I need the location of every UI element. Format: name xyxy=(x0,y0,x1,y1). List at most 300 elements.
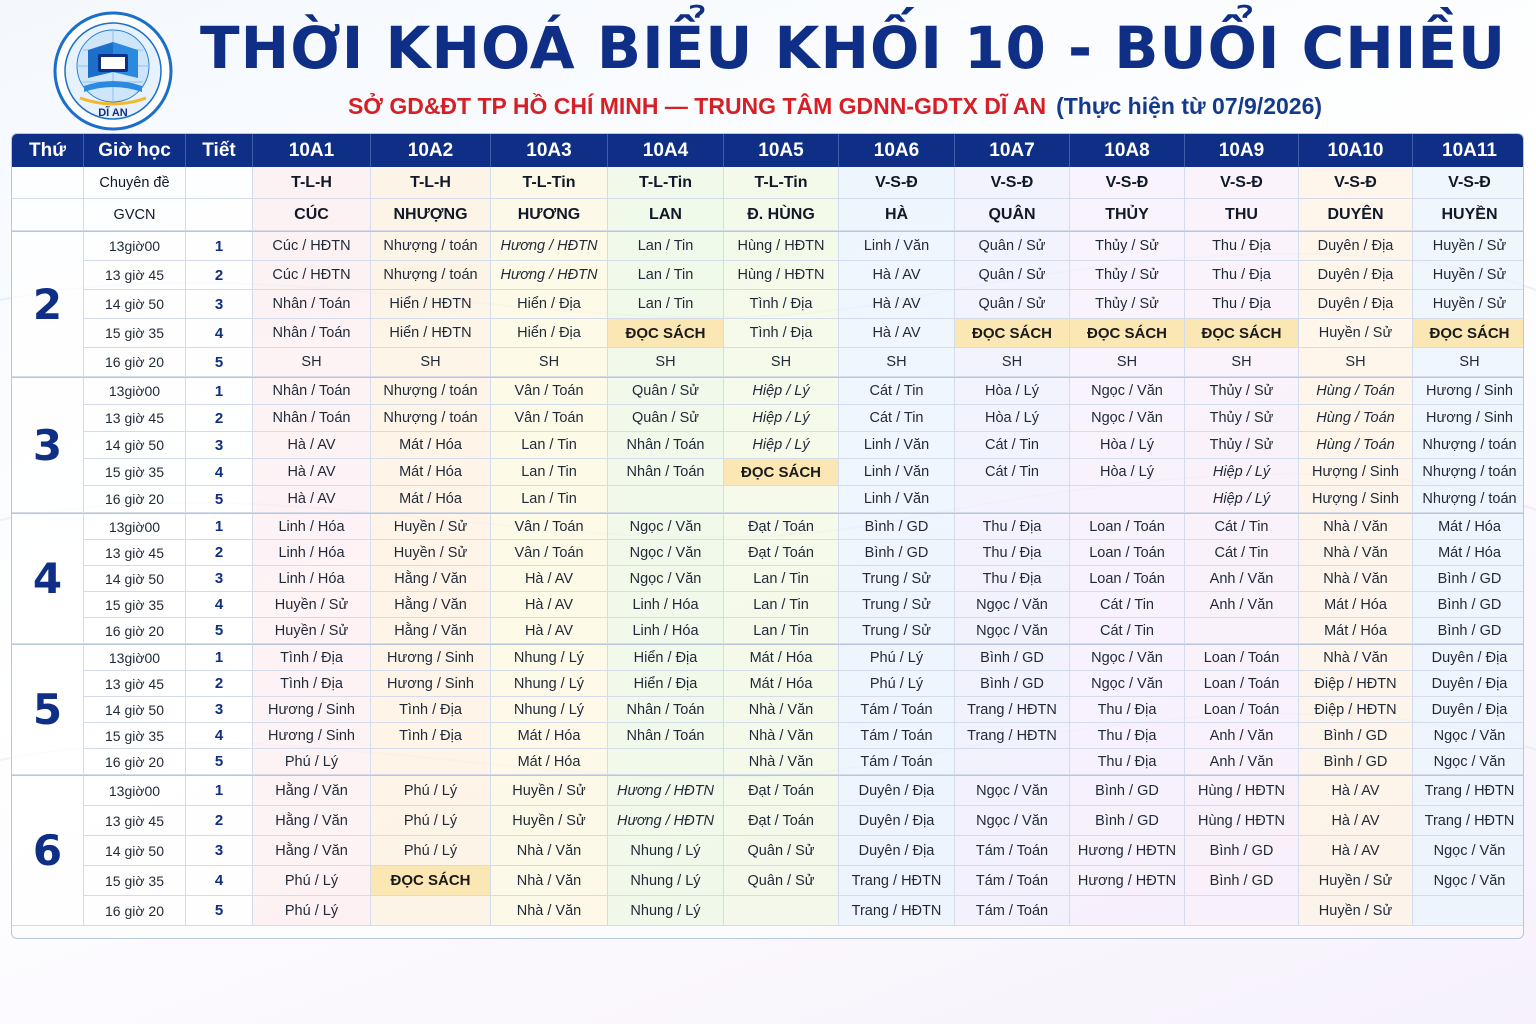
lesson-cell xyxy=(608,749,724,775)
lesson-cell: Duyên / Địa xyxy=(1299,232,1413,261)
lesson-cell: Loan / Toán xyxy=(1185,645,1299,671)
lesson-cell: Nhân / Toán xyxy=(253,405,371,432)
lesson-cell: Hùng / HĐTN xyxy=(1185,806,1299,836)
lesson-cell xyxy=(724,486,839,513)
lesson-cell: Duyên / Địa xyxy=(1413,671,1524,697)
lesson-cell: Thu / Địa xyxy=(955,514,1070,540)
lesson-cell: Lan / Tin xyxy=(724,592,839,618)
lesson-cell: Thủy / Sử xyxy=(1185,405,1299,432)
column-header: 10A3 xyxy=(491,134,608,167)
period-time: 14 giờ 50 xyxy=(84,432,186,459)
lesson-cell: Nhân / Toán xyxy=(608,697,724,723)
lesson-cell: Mát / Hóa xyxy=(371,432,491,459)
lesson-cell: Ngọc / Văn xyxy=(1070,405,1185,432)
lesson-cell: Mát / Hóa xyxy=(724,671,839,697)
day-label: 5 xyxy=(12,645,84,775)
lesson-cell: Hà / AV xyxy=(253,486,371,513)
lesson-cell: Bình / GD xyxy=(955,671,1070,697)
lesson-cell: Bình / GD xyxy=(839,540,955,566)
lesson-cell: Hà / AV xyxy=(491,566,608,592)
period-number: 1 xyxy=(186,645,253,671)
lesson-cell: Linh / Văn xyxy=(839,432,955,459)
lesson-cell: Đạt / Toán xyxy=(724,540,839,566)
lesson-cell: Loan / Toán xyxy=(1070,540,1185,566)
lesson-cell: Thu / Địa xyxy=(1185,232,1299,261)
lesson-cell: Nhà / Văn xyxy=(491,836,608,866)
column-header: 10A11 xyxy=(1413,134,1524,167)
lesson-cell: Phú / Lý xyxy=(371,776,491,806)
lesson-cell: Mát / Hóa xyxy=(491,723,608,749)
lesson-cell: Bình / GD xyxy=(1413,566,1524,592)
lesson-cell: Thủy / Sử xyxy=(1070,232,1185,261)
lesson-cell: Nhà / Văn xyxy=(724,749,839,775)
lesson-cell: SH xyxy=(724,348,839,377)
lesson-cell: Ngọc / Văn xyxy=(955,592,1070,618)
lesson-cell: Đạt / Toán xyxy=(724,514,839,540)
lesson-cell: Nhân / Toán xyxy=(608,723,724,749)
reading-period-cell: ĐỌC SÁCH xyxy=(1413,319,1524,348)
lesson-cell: Hiển / Địa xyxy=(491,319,608,348)
lesson-cell: Phú / Lý xyxy=(371,836,491,866)
lesson-cell: Cát / Tin xyxy=(1070,592,1185,618)
lesson-cell: Huyền / Sử xyxy=(1299,866,1413,896)
lesson-cell: Duyên / Địa xyxy=(1413,697,1524,723)
lesson-cell: Trang / HĐTN xyxy=(1413,806,1524,836)
specialization-cell: V-S-Đ xyxy=(1413,167,1524,199)
lesson-cell: Hằng / Văn xyxy=(253,806,371,836)
lesson-cell: Cát / Tin xyxy=(1185,514,1299,540)
lesson-cell: Ngọc / Văn xyxy=(955,806,1070,836)
specialization-cell: T-L-H xyxy=(371,167,491,199)
lesson-cell: Linh / Hóa xyxy=(253,540,371,566)
lesson-cell: Bình / GD xyxy=(1185,866,1299,896)
homeroom-teacher-cell: QUÂN xyxy=(955,199,1070,231)
column-header: 10A1 xyxy=(253,134,371,167)
lesson-cell: Cát / Tin xyxy=(955,432,1070,459)
lesson-cell: Mát / Hóa xyxy=(1299,592,1413,618)
lesson-cell: Hùng / HĐTN xyxy=(724,232,839,261)
lesson-cell: Thủy / Sử xyxy=(1070,290,1185,319)
specialization-cell: T-L-H xyxy=(253,167,371,199)
lesson-cell xyxy=(1070,896,1185,926)
period-number: 4 xyxy=(186,459,253,486)
effective-date: (Thực hiện từ 07/9/2026) xyxy=(1056,93,1323,119)
period-time: 16 giờ 20 xyxy=(84,348,186,377)
lesson-cell: Hiệp / Lý xyxy=(724,432,839,459)
lesson-cell: Quân / Sử xyxy=(955,261,1070,290)
lesson-cell: SH xyxy=(955,348,1070,377)
lesson-cell: Hòa / Lý xyxy=(955,405,1070,432)
period-time: 13giờ00 xyxy=(84,645,186,671)
lesson-cell: Lan / Tin xyxy=(491,432,608,459)
lesson-cell xyxy=(955,749,1070,775)
lesson-cell xyxy=(1413,896,1524,926)
day-label: 4 xyxy=(12,514,84,644)
period-number: 3 xyxy=(186,432,253,459)
organization-name: SỞ GD&ĐT TP HỒ CHÍ MINH — TRUNG TÂM GDNN-GDTX DĨ AN xyxy=(347,93,1047,119)
lesson-cell xyxy=(371,749,491,775)
lesson-cell: Trung / Sử xyxy=(839,592,955,618)
period-time: 16 giờ 20 xyxy=(84,896,186,926)
lesson-cell: Nhân / Toán xyxy=(608,459,724,486)
lesson-cell: Phú / Lý xyxy=(371,806,491,836)
lesson-cell: Bình / GD xyxy=(1413,592,1524,618)
lesson-cell: Thu / Địa xyxy=(1070,697,1185,723)
lesson-cell xyxy=(955,486,1070,513)
period-number: 4 xyxy=(186,319,253,348)
day-block xyxy=(12,644,1523,775)
lesson-cell: Hòa / Lý xyxy=(1070,459,1185,486)
lesson-cell: Bình / GD xyxy=(955,645,1070,671)
period-number: 2 xyxy=(186,671,253,697)
lesson-cell: Linh / Hóa xyxy=(608,618,724,644)
lesson-cell: Hương / HĐTN xyxy=(608,806,724,836)
lesson-cell: Hương / Sinh xyxy=(1413,405,1524,432)
period-number: 3 xyxy=(186,697,253,723)
lesson-cell: Nhượng / toán xyxy=(371,405,491,432)
lesson-cell: Hiển / Địa xyxy=(491,290,608,319)
period-number: 5 xyxy=(186,618,253,644)
lesson-cell: Cát / Tin xyxy=(1070,618,1185,644)
lesson-cell: Nhung / Lý xyxy=(608,896,724,926)
lesson-cell: Cúc / HĐTN xyxy=(253,261,371,290)
lesson-cell: Ngọc / Văn xyxy=(1413,836,1524,866)
lesson-cell: Thủy / Sử xyxy=(1185,432,1299,459)
lesson-cell: Huyền / Sử xyxy=(1299,896,1413,926)
lesson-cell: Loan / Toán xyxy=(1070,514,1185,540)
lesson-cell: Quân / Sử xyxy=(955,232,1070,261)
lesson-cell: Tám / Toán xyxy=(955,896,1070,926)
day-block xyxy=(12,231,1523,377)
lesson-cell: Huyền / Sử xyxy=(253,592,371,618)
lesson-cell: Nhung / Lý xyxy=(608,866,724,896)
homeroom-teacher-cell: LAN xyxy=(608,199,724,231)
lesson-cell: Cúc / HĐTN xyxy=(253,232,371,261)
period-number: 5 xyxy=(186,896,253,926)
lesson-cell: Hằng / Văn xyxy=(253,836,371,866)
lesson-cell: Hòa / Lý xyxy=(955,378,1070,405)
lesson-cell: Tám / Toán xyxy=(839,723,955,749)
lesson-cell: Phú / Lý xyxy=(839,671,955,697)
lesson-cell: Nhân / Toán xyxy=(253,319,371,348)
period-time: 13giờ00 xyxy=(84,776,186,806)
period-number: 5 xyxy=(186,749,253,775)
lesson-cell: Ngọc / Văn xyxy=(1413,866,1524,896)
homeroom-teacher-row xyxy=(12,199,1523,231)
lesson-cell: Tám / Toán xyxy=(839,749,955,775)
lesson-cell: Hiển / Địa xyxy=(608,645,724,671)
lesson-cell: Hà / AV xyxy=(839,290,955,319)
lesson-cell: Tình / Địa xyxy=(253,671,371,697)
reading-period-cell: ĐỌC SÁCH xyxy=(608,319,724,348)
lesson-cell: Bình / GD xyxy=(839,514,955,540)
lesson-cell: Linh / Văn xyxy=(839,486,955,513)
logo-wordmark: DĨ AN xyxy=(98,107,128,119)
specialization-cell: T-L-Tin xyxy=(724,167,839,199)
specialization-cell: T-L-Tin xyxy=(608,167,724,199)
lesson-cell: Tám / Toán xyxy=(955,836,1070,866)
lesson-cell: Hằng / Văn xyxy=(371,592,491,618)
homeroom-teacher-cell: HÀ xyxy=(839,199,955,231)
lesson-cell: Tám / Toán xyxy=(955,866,1070,896)
day-blank-cell xyxy=(12,199,84,231)
lesson-cell: Bình / GD xyxy=(1070,806,1185,836)
period-number: 5 xyxy=(186,486,253,513)
lesson-cell: Nhung / Lý xyxy=(491,671,608,697)
period-number: 4 xyxy=(186,723,253,749)
lesson-cell: Nhung / Lý xyxy=(491,645,608,671)
lesson-cell: Tình / Địa xyxy=(253,645,371,671)
lesson-cell: Huyền / Sử xyxy=(1413,290,1524,319)
lesson-cell: Thu / Địa xyxy=(955,566,1070,592)
period-time: 13 giờ 45 xyxy=(84,806,186,836)
period-number: 4 xyxy=(186,866,253,896)
lesson-cell: Trung / Sử xyxy=(839,618,955,644)
lesson-cell: Mát / Hóa xyxy=(371,459,491,486)
lesson-cell: Hương / Sinh xyxy=(253,697,371,723)
period-number: 1 xyxy=(186,232,253,261)
lesson-cell: Ngọc / Văn xyxy=(608,566,724,592)
lesson-cell: Mát / Hóa xyxy=(491,749,608,775)
period-time: 15 giờ 35 xyxy=(84,459,186,486)
lesson-cell: Huyền / Sử xyxy=(371,540,491,566)
column-header: 10A10 xyxy=(1299,134,1413,167)
lesson-cell: Hà / AV xyxy=(253,459,371,486)
lesson-cell: Mát / Hóa xyxy=(724,645,839,671)
lesson-cell: Anh / Văn xyxy=(1185,723,1299,749)
lesson-cell: Ngọc / Văn xyxy=(1070,671,1185,697)
lesson-cell: Nhà / Văn xyxy=(1299,514,1413,540)
lesson-cell: Lan / Tin xyxy=(608,261,724,290)
lesson-cell: Nhà / Văn xyxy=(1299,645,1413,671)
period-time: 15 giờ 35 xyxy=(84,592,186,618)
lesson-cell: Quân / Sử xyxy=(724,866,839,896)
column-header: 10A7 xyxy=(955,134,1070,167)
lesson-cell: Đạt / Toán xyxy=(724,776,839,806)
lesson-cell: Tình / Địa xyxy=(371,697,491,723)
lesson-cell: Thu / Địa xyxy=(1070,749,1185,775)
period-time: 15 giờ 35 xyxy=(84,723,186,749)
period-time: 13giờ00 xyxy=(84,232,186,261)
lesson-cell: Tình / Địa xyxy=(371,723,491,749)
lesson-cell: Linh / Văn xyxy=(839,459,955,486)
period-time: 16 giờ 20 xyxy=(84,486,186,513)
lesson-cell: Phú / Lý xyxy=(253,749,371,775)
reading-period-cell: ĐỌC SÁCH xyxy=(1070,319,1185,348)
lesson-cell: Anh / Văn xyxy=(1185,592,1299,618)
lesson-cell: Hương / HĐTN xyxy=(608,776,724,806)
lesson-cell: Cát / Tin xyxy=(839,378,955,405)
lesson-cell xyxy=(1185,896,1299,926)
specialization-cell: V-S-Đ xyxy=(1299,167,1413,199)
lesson-cell xyxy=(1185,618,1299,644)
timetable xyxy=(11,133,1524,939)
page-subtitle xyxy=(200,88,1470,124)
period-number: 3 xyxy=(186,836,253,866)
period-time: 15 giờ 35 xyxy=(84,319,186,348)
lesson-cell xyxy=(724,896,839,926)
homeroom-teacher-cell: DUYÊN xyxy=(1299,199,1413,231)
lesson-cell xyxy=(608,486,724,513)
specialization-cell: T-L-Tin xyxy=(491,167,608,199)
period-time: 14 giờ 50 xyxy=(84,697,186,723)
lesson-cell: SH xyxy=(1413,348,1524,377)
day-label: 2 xyxy=(12,232,84,377)
timetable-body xyxy=(12,231,1523,926)
period-number: 3 xyxy=(186,290,253,319)
reading-period-cell: ĐỌC SÁCH xyxy=(1185,319,1299,348)
lesson-cell: Duyên / Địa xyxy=(839,776,955,806)
lesson-cell: Lan / Tin xyxy=(608,290,724,319)
period-time: 14 giờ 50 xyxy=(84,836,186,866)
specialization-cell: V-S-Đ xyxy=(1185,167,1299,199)
period-number: 3 xyxy=(186,566,253,592)
lesson-cell: Nhà / Văn xyxy=(1299,540,1413,566)
day-label: 3 xyxy=(12,378,84,513)
blank-cell xyxy=(186,167,253,199)
period-number: 5 xyxy=(186,348,253,377)
period-time: 15 giờ 35 xyxy=(84,866,186,896)
column-header: 10A5 xyxy=(724,134,839,167)
lesson-cell: Linh / Hóa xyxy=(608,592,724,618)
lesson-cell: Điệp / HĐTN xyxy=(1299,671,1413,697)
lesson-cell: Hiệp / Lý xyxy=(724,405,839,432)
period-number: 4 xyxy=(186,592,253,618)
specialization-cell: V-S-Đ xyxy=(955,167,1070,199)
lesson-cell: Hà / AV xyxy=(491,618,608,644)
lesson-cell: Thủy / Sử xyxy=(1070,261,1185,290)
lesson-cell: Quân / Sử xyxy=(608,378,724,405)
school-logo xyxy=(50,10,176,132)
period-time: 13 giờ 45 xyxy=(84,261,186,290)
lesson-cell: Đạt / Toán xyxy=(724,806,839,836)
lesson-cell: Hương / Sinh xyxy=(253,723,371,749)
lesson-cell: Loan / Toán xyxy=(1185,697,1299,723)
lesson-cell: Huyền / Sử xyxy=(491,806,608,836)
blank-cell xyxy=(186,199,253,231)
lesson-cell: Cát / Tin xyxy=(839,405,955,432)
lesson-cell: Lan / Tin xyxy=(724,618,839,644)
lesson-cell: Hòa / Lý xyxy=(1070,432,1185,459)
lesson-cell: Nhượng / toán xyxy=(1413,432,1524,459)
lesson-cell: Tình / Địa xyxy=(724,319,839,348)
column-header: 10A2 xyxy=(371,134,491,167)
lesson-cell: Hùng / HĐTN xyxy=(724,261,839,290)
lesson-cell: Nhung / Lý xyxy=(491,697,608,723)
lesson-cell: Ngọc / Văn xyxy=(955,776,1070,806)
day-block xyxy=(12,775,1523,926)
period-number: 2 xyxy=(186,261,253,290)
column-header: 10A6 xyxy=(839,134,955,167)
page-title: THỜI KHOÁ BIỂU KHỐI 10 - BUỔI CHIỀU xyxy=(200,14,1507,82)
lesson-cell: Huyền / Sử xyxy=(1413,261,1524,290)
column-header: 10A9 xyxy=(1185,134,1299,167)
row-label: GVCN xyxy=(84,199,186,231)
lesson-cell: Huyền / Sử xyxy=(491,776,608,806)
lesson-cell: Thu / Địa xyxy=(1070,723,1185,749)
lesson-cell: Tám / Toán xyxy=(839,697,955,723)
lesson-cell: Vân / Toán xyxy=(491,540,608,566)
lesson-cell: Nhân / Toán xyxy=(253,378,371,405)
lesson-cell: Hiển / HĐTN xyxy=(371,319,491,348)
lesson-cell: Nhượng / toán xyxy=(371,232,491,261)
lesson-cell: Nhượng / toán xyxy=(1413,459,1524,486)
period-time: 13giờ00 xyxy=(84,514,186,540)
specialization-cell: V-S-Đ xyxy=(839,167,955,199)
period-number: 2 xyxy=(186,405,253,432)
lesson-cell: Hiệp / Lý xyxy=(1185,486,1299,513)
lesson-cell: Nhà / Văn xyxy=(724,723,839,749)
lesson-cell: Bình / GD xyxy=(1299,749,1413,775)
lesson-cell: Thu / Địa xyxy=(955,540,1070,566)
lesson-cell: Hằng / Văn xyxy=(253,776,371,806)
lesson-cell: Hùng / HĐTN xyxy=(1185,776,1299,806)
lesson-cell: Hương / Sinh xyxy=(371,671,491,697)
lesson-cell: Lan / Tin xyxy=(608,232,724,261)
lesson-cell: Hiển / Địa xyxy=(608,671,724,697)
lesson-cell: Điệp / HĐTN xyxy=(1299,697,1413,723)
lesson-cell: Nhà / Văn xyxy=(491,866,608,896)
day-label: 6 xyxy=(12,776,84,926)
lesson-cell xyxy=(371,896,491,926)
lesson-cell: Bình / GD xyxy=(1413,618,1524,644)
lesson-cell: Nhà / Văn xyxy=(724,697,839,723)
lesson-cell: Linh / Văn xyxy=(839,232,955,261)
lesson-cell: Mát / Hóa xyxy=(1299,618,1413,644)
period-number: 1 xyxy=(186,378,253,405)
period-time: 13 giờ 45 xyxy=(84,405,186,432)
lesson-cell: Huyền / Sử xyxy=(1299,319,1413,348)
homeroom-teacher-cell: THU xyxy=(1185,199,1299,231)
period-time: 13giờ00 xyxy=(84,378,186,405)
homeroom-teacher-cell: THỦY xyxy=(1070,199,1185,231)
lesson-cell: Nhượng / toán xyxy=(371,378,491,405)
column-header: Giờ học xyxy=(84,134,186,167)
lesson-cell: Trang / HĐTN xyxy=(955,723,1070,749)
lesson-cell: Linh / Hóa xyxy=(253,566,371,592)
specialization-cell: V-S-Đ xyxy=(1070,167,1185,199)
lesson-cell: Hằng / Văn xyxy=(371,618,491,644)
lesson-cell: Trang / HĐTN xyxy=(1413,776,1524,806)
period-time: 13 giờ 45 xyxy=(84,540,186,566)
lesson-cell: Hiển / HĐTN xyxy=(371,290,491,319)
lesson-cell: Tình / Địa xyxy=(724,290,839,319)
lesson-cell: Huyền / Sử xyxy=(253,618,371,644)
lesson-cell: SH xyxy=(1185,348,1299,377)
lesson-cell: SH xyxy=(1299,348,1413,377)
lesson-cell: Bình / GD xyxy=(1185,836,1299,866)
lesson-cell: Vân / Toán xyxy=(491,405,608,432)
lesson-cell: Trang / HĐTN xyxy=(955,697,1070,723)
lesson-cell: Hương / Sinh xyxy=(1413,378,1524,405)
period-time: 13 giờ 45 xyxy=(84,671,186,697)
lesson-cell: Vân / Toán xyxy=(491,514,608,540)
lesson-cell: Hà / AV xyxy=(491,592,608,618)
lesson-cell: Hương / HĐTN xyxy=(491,232,608,261)
column-header: Thứ xyxy=(12,134,84,167)
lesson-cell: Hượng / Sinh xyxy=(1299,459,1413,486)
lesson-cell: Hùng / Toán xyxy=(1299,378,1413,405)
lesson-cell: Mát / Hóa xyxy=(1413,540,1524,566)
lesson-cell: Duyên / Địa xyxy=(839,806,955,836)
lesson-cell: Nhân / Toán xyxy=(608,432,724,459)
lesson-cell: Anh / Văn xyxy=(1185,749,1299,775)
period-time: 16 giờ 20 xyxy=(84,749,186,775)
lesson-cell: Quân / Sử xyxy=(608,405,724,432)
lesson-cell: Huyền / Sử xyxy=(371,514,491,540)
lesson-cell: Duyên / Địa xyxy=(1413,645,1524,671)
lesson-cell: SH xyxy=(253,348,371,377)
